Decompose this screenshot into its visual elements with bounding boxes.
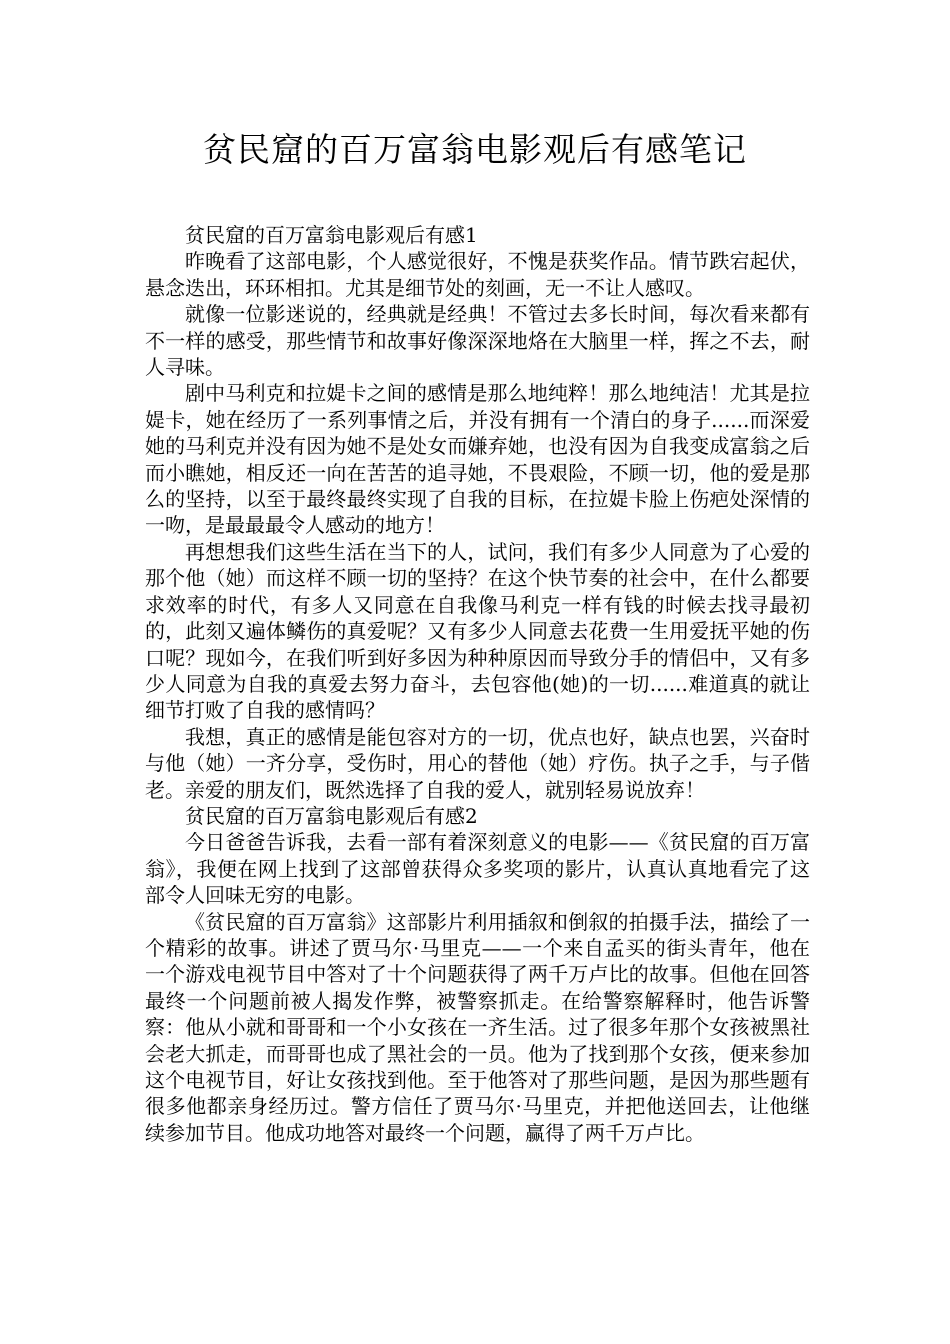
- page-title: 贫民窟的百万富翁电影观后有感笔记: [203, 130, 747, 169]
- paragraph: 就像一位影迷说的，经典就是经典！不管过去多长时间，每次看来都有不一样的感受，那些情节和故事好像深深地烙在大脑里一样，挥之不去，耐人寻味。: [145, 302, 810, 380]
- paragraph: 我想，真正的感情是能包容对方的一切，优点也好，缺点也罢，兴奋时与他（她）一齐分享，受伤时，用心的替他（她）疗伤。执子之手，与子偕老。亲爱的朋友们，既然选择了自我的爱人，就别轻易说放弃！: [145, 724, 810, 802]
- section-heading-1: 贫民窟的百万富翁电影观后有感1: [185, 223, 478, 247]
- paragraph: 再想想我们这些生活在当下的人，试问，我们有多少人同意为了心爱的那个他（她）而这样不顾一切的坚持？在这个快节奏的社会中，在什么都要求效率的时代，有多人又同意在自我像马利克一样有钱的时候去找寻最初的，此刻又遍体鳞伤的真爱呢？又有多少人同意去花费一生用爱抚平她的伤口呢？现如今，在我们听到好多因为种种原因而导致分手的情侣中，又有多少人同意为自我的真爱去努力奋斗，去包容他(她)的一切......难道真的就让细节打败了自我的感情吗？: [145, 539, 810, 723]
- section-heading-2: 贫民窟的百万富翁电影观后有感2: [185, 803, 478, 828]
- paragraph: 今日爸爸告诉我，去看一部有着深刻意义的电影——《贫民窟的百万富翁》，我便在网上找到了这部曾获得众多奖项的影片，认真认真地看完了这部令人回味无穷的电影。: [145, 830, 810, 908]
- paragraph: 《贫民窟的百万富翁》这部影片利用插叙和倒叙的拍摄手法，描绘了一个精彩的故事。讲述了贾马尔·马里克——一个来自孟买的街头青年，他在一个游戏电视节目中答对了十个问题获得了两千万卢比的故事。但他在回答最终一个问题前被人揭发作弊，被警察抓走。在给警察解释时，他告诉警察：他从小就和哥哥和一个小女孩在一齐生活。过了很多年那个女孩被黑社会老大抓走，而哥哥也成了黑社会的一员。他为了找到那个女孩，便来参加这个电视节目，好让女孩找到他。至于他答对了那些问题，是因为那些题有很多他都亲身经历过。警方信任了贾马尔·马里克，并把他送回去，让他继续参加节目。他成功地答对最终一个问题，赢得了两千万卢比。: [145, 909, 810, 1145]
- paragraph: 剧中马利克和拉媞卡之间的感情是那么地纯粹！那么地纯洁！尤其是拉媞卡，她在经历了一系列事情之后，并没有拥有一个清白的身子......而深爱她的马利克并没有因为她不是处女而嫌弃她，也没有因为自我变成富翁之后而小瞧她，相反还一向在苦苦的追寻她，不畏艰险，不顾一切，他的爱是那么的坚持，以至于最终最终实现了自我的目标，在拉媞卡脸上伤疤处深情的一吻，是最最最令人感动的地方！: [145, 381, 810, 538]
- document-body: [145, 222, 810, 1146]
- paragraph: 昨晚看了这部电影，个人感觉很好，不愧是获奖作品。情节跌宕起伏，悬念迭出，环环相扣。尤其是细节处的刻画，无一不让人感叹。: [145, 249, 810, 300]
